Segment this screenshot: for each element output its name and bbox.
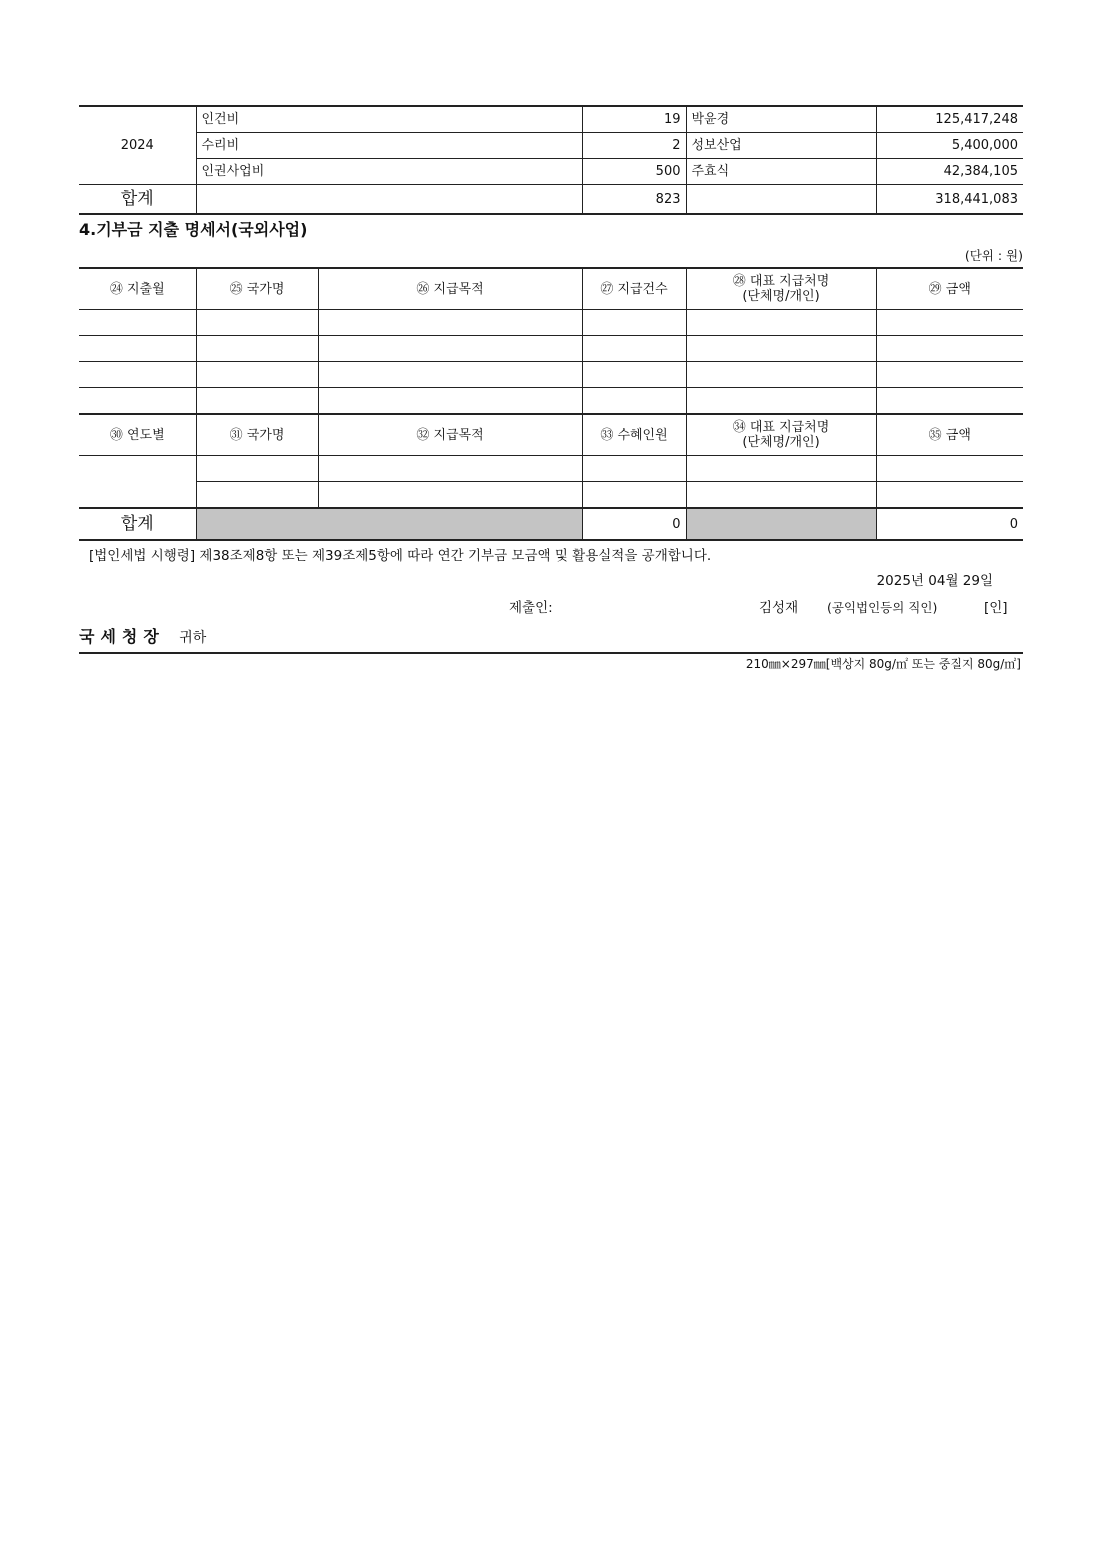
foreign-expenditure-table	[79, 267, 1023, 541]
empty-cell	[686, 185, 876, 215]
unit-label: (단위 : 원)	[964, 248, 1023, 263]
table-row	[79, 388, 1023, 415]
table-row	[79, 482, 1023, 509]
total-amount: 0	[876, 508, 1023, 540]
table-row	[79, 106, 1023, 133]
table-row	[79, 310, 1023, 336]
header-main: ㉘ 대표 지급처명	[732, 274, 830, 289]
header-cell: ㉖ 지급목적	[318, 268, 582, 310]
submitter-label: 제출인:	[509, 600, 553, 616]
table-row	[79, 336, 1023, 362]
header-cell: ㉟ 금액	[876, 414, 1023, 456]
recipient-line	[79, 622, 1023, 654]
total-row	[79, 508, 1023, 540]
amount-cell: 125,417,248	[876, 106, 1023, 133]
table-row	[79, 159, 1023, 185]
recipient-cell: 성보산업	[686, 133, 876, 159]
shaded-cell	[196, 508, 582, 540]
header-cell: ㉜ 지급목적	[318, 414, 582, 456]
section-title: 4.기부금 지출 명세서(국외사업)	[79, 220, 308, 239]
table-row	[79, 456, 1023, 482]
submitter-role: (공익법인등의 직인)	[827, 600, 938, 615]
total-label: 합계	[79, 185, 196, 215]
total-label: 합계	[79, 508, 196, 540]
header-row	[79, 414, 1023, 456]
header-cell: ㉗ 지급건수	[582, 268, 686, 310]
seal-mark: [인]	[984, 600, 1008, 616]
total-amount: 318,441,083	[876, 185, 1023, 215]
submitter-name: 김성재	[759, 600, 799, 616]
header-cell: ㉚ 연도별	[79, 414, 196, 456]
domestic-expenditure-table	[79, 105, 1023, 215]
recipient-cell: 박윤경	[686, 106, 876, 133]
category-cell: 인권사업비	[196, 159, 582, 185]
recipient-honorific: 귀하	[179, 630, 207, 646]
category-cell: 인건비	[196, 106, 582, 133]
amount-cell: 42,384,105	[876, 159, 1023, 185]
count-cell: 500	[582, 159, 686, 185]
empty-cell	[196, 185, 582, 215]
recipient-title: 국세청장	[79, 627, 165, 646]
header-cell: ㉔ 지출월	[79, 268, 196, 310]
year-cell: 2024	[79, 106, 196, 185]
count-cell: 2	[582, 133, 686, 159]
header-cell: ㉕ 국가명	[196, 268, 318, 310]
recipient-cell: 주효식	[686, 159, 876, 185]
table-row	[79, 362, 1023, 388]
submission-date: 2025년 04월 29일	[876, 573, 993, 589]
header-row	[79, 268, 1023, 310]
count-cell: 19	[582, 106, 686, 133]
submitter-line	[79, 594, 1023, 622]
category-cell: 수리비	[196, 133, 582, 159]
legal-notice: [법인세법 시행령] 제38조제8항 또는 제39조제5항에 따라 연간 기부금 모금액 및 활용실적을 공개합니다.	[89, 548, 712, 564]
total-count: 0	[582, 508, 686, 540]
header-cell: ㉛ 국가명	[196, 414, 318, 456]
shaded-cell	[686, 508, 876, 540]
header-cell	[686, 268, 876, 310]
document-page	[79, 105, 1023, 674]
header-cell: ㉝ 수혜인원	[582, 414, 686, 456]
header-cell	[686, 414, 876, 456]
header-sub: (단체명/개인)	[742, 435, 820, 450]
total-count: 823	[582, 185, 686, 215]
table-row	[79, 133, 1023, 159]
header-sub: (단체명/개인)	[742, 289, 820, 304]
paper-spec: 210㎜×297㎜[백상지 80g/㎡ 또는 중질지 80g/㎡]	[745, 657, 1021, 671]
header-main: ㉞ 대표 지급처명	[732, 420, 830, 435]
total-row	[79, 185, 1023, 215]
header-cell: ㉙ 금액	[876, 268, 1023, 310]
amount-cell: 5,400,000	[876, 133, 1023, 159]
